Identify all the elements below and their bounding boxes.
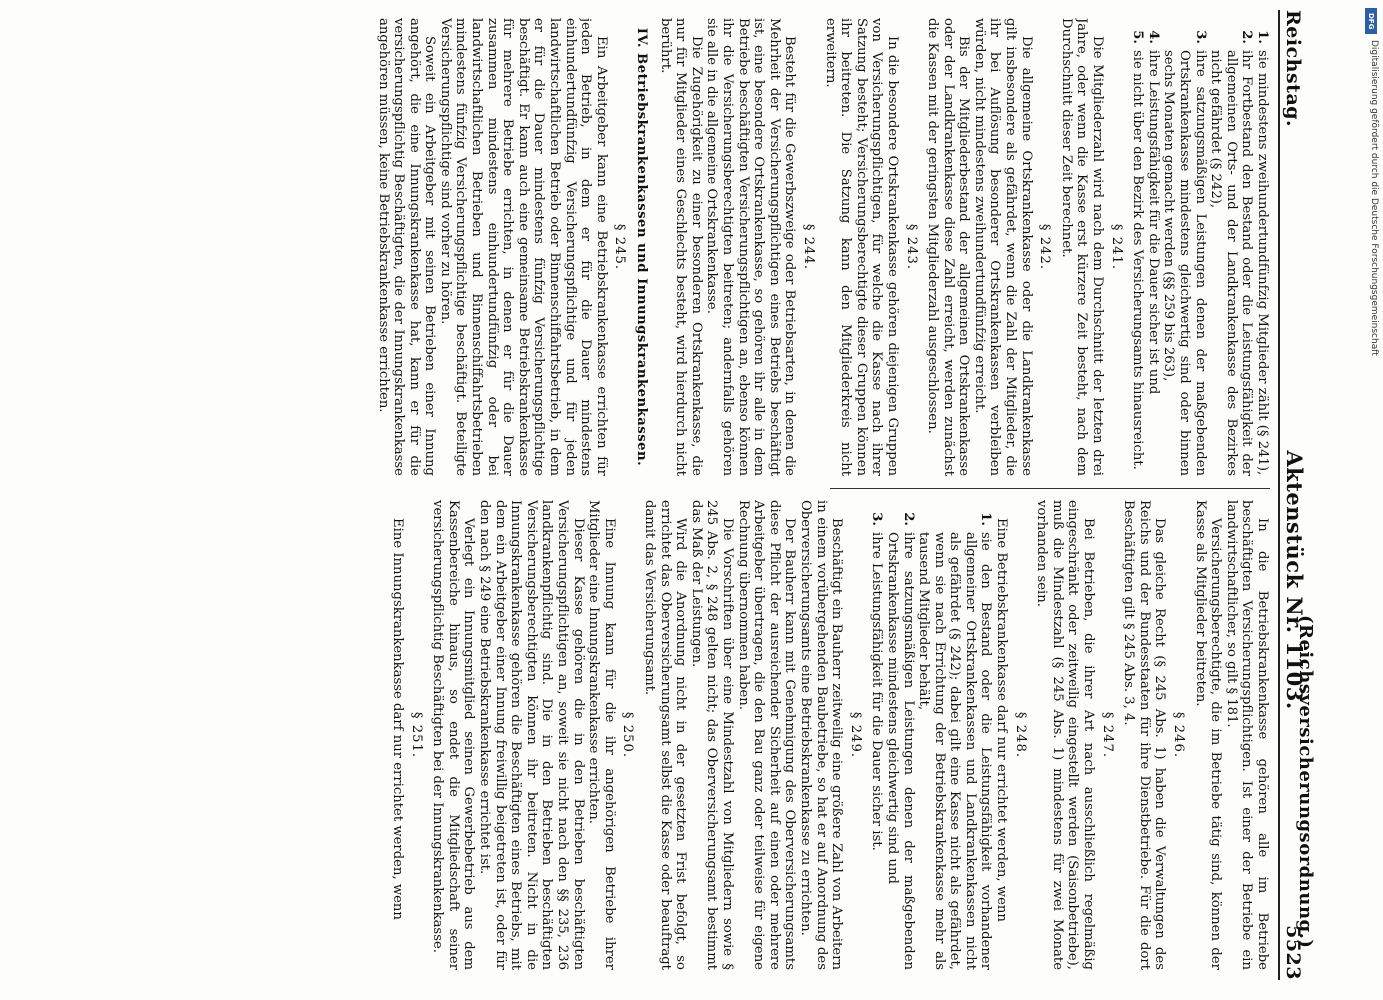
list-item: [869, 500, 885, 970]
item-number: 1.: [978, 512, 994, 526]
paragraph-249a: Beschäftigt ein Bauherr zeitweilig eine größere Zahl von Arbeitern in einem vorübergehenden Baubetriebe, so hat er auf Anordnung des Oberversicherungsamts eine Betriebskrankenkasse zu errichten.: [797, 500, 845, 970]
item-text: sie nicht über den Bezirk des Versicherungsamts hinausreicht.: [1130, 50, 1146, 470]
paragraph-244a: Besteht für die Gewerbszweige oder Betriebsarten, in denen die Mehrheit der Versicherungspflichtigen eines Betriebs beschäftigt ist, eine besondere Ortskrankenkasse, so gehören ihr alle in dem Betriebe beschäftigten Versicherungspflichtigen an, ebenso können ihr die Versicherungsberechtigten beitreten; andernfalls gehören sie alle in die allgemeine Ortskrankenkasse.: [704, 18, 798, 476]
paragraph-intro-a: In die Betriebskrankenkasse gehören alle im Betriebe beschäftigten Versicherungspflichtigen. Ist einer der Betriebe ein landwirtschaftlicher, so gilt § 181.: [1223, 500, 1270, 970]
item-text: ihre Leistungsfähigkeit für die Dauer sicher ist und: [1145, 50, 1161, 395]
paragraph-244b: Die Zugehörigkeit zu einer besonderen Ortskrankenkasse, die nur für Mitglieder eines Geschlechts besteht, wird hierdurch nicht berührt.: [657, 18, 704, 476]
paragraph-249d: Wird die Anordnung nicht in der gesetzten Frist befolgt, so errichtet das Oberversicherungsamt selbst die Kasse oder beauftragt damit das Versicherungsamt.: [642, 500, 689, 970]
section-heading-243: § 243.: [903, 223, 919, 271]
paragraph-247: Bei Betrieben, die ihrer Art nach ausschließlich regelmäßig eingeschränkt oder zeitweilig eingestellt werden (Saisonbetriebe), muß die Mindestzahl (§ 245 Abs. 1) mindestens für zwei Monate vorhanden sein.: [1034, 500, 1097, 970]
paragraph-246: Das gleiche Recht (§ 245 Abs. 1) haben die Verwaltungen des Reichs und der Bundesstaaten für ihre Dienstbetriebe. Für die dort Beschäftigten gilt § 245 Abs. 3, 4.: [1121, 500, 1168, 970]
list-item: [1161, 18, 1208, 476]
item-number: 2.: [1239, 30, 1255, 44]
page-header: [1282, 10, 1320, 980]
item-text: sie mindestens zweihundertundfünfzig Mitglieder zählt (§ 241),: [1255, 50, 1270, 476]
list-item: [884, 500, 915, 970]
paragraph-250c: Verlegt ein Innungsmitglied seinen Gewerbebetrieb aus dem Kassenbereiche hinaus, so endet die Mitgliedschaft seiner versicherungspflichtig Beschäftigten bei der Innungskrankenkasse.: [430, 500, 477, 970]
item-number: 1.: [1255, 30, 1270, 44]
section-heading-242: § 242.: [1037, 223, 1053, 271]
item-text: ihre Leistungsfähigkeit für die Dauer sicher ist.: [869, 532, 885, 851]
paragraph-251: Eine Innungskrankenkasse darf nur errichtet werden, wenn: [390, 518, 406, 920]
item-number: 3.: [869, 512, 885, 526]
paragraph-250b: Dieser Kasse gehören die in den Betrieben beschäftigten Versicherungspflichtigen an, soweit sie nicht nach den §§ 235, 236 landkrankenpflichtig sind. Die in den Betrieben beschäftigten Versicherungsberechtigten können ihr beitreten. Nicht in die Innungskrankenkasse gehören die Beschäftigten eines Betriebs, mit dem ein Arbeitgeber einer Innung freiwillig beigetreten ist, oder für den nach § 249 eine Betriebskrankenkasse errichtet ist.: [477, 500, 586, 970]
item-text: ihre satzungsmäßigen Leistungen denen der maßgebenden Ortskrankenkasse mindestens gleichwertig sind oder binnen sechs Monaten gemacht werden (§§ 259 bis 263),: [1161, 50, 1208, 476]
paragraph-241: Die Mitgliederzahl wird nach dem Durchschnitt der letzten drei Jahre, oder wenn die Kasse erst kürzere Zeit besteht, nach dem Durchschnitt dieser Zeit berechnet.: [1058, 18, 1106, 476]
list-item: [1208, 18, 1255, 476]
item-text: ihr Fortbestand den Bestand oder die Leistungsfähigkeit der allgemeinen Orts- und der Landkrankenkasse des Bezirkes nicht gefährdet (§ 242),: [1208, 50, 1255, 476]
column-rule: [830, 488, 1270, 489]
list-item: [1254, 18, 1270, 476]
paragraph-intro-b: Versicherungsberechtigte, die im Betriebe tätig sind, können der Kasse als Mitglieder beitreten.: [1192, 500, 1224, 970]
section-heading-248: § 248.: [1012, 711, 1028, 759]
section-heading-246: § 246.: [1171, 711, 1187, 759]
header-section: (Reichsversicherungsordnung.): [1295, 615, 1316, 949]
paragraph-242b: Bis der Mitgliederbestand der allgemeinen Ortskrankenkasse oder der Landkrankenkasse diese Zahl erreicht, werden zunächst die Kassen mit der geringsten Mitgliederzahl ausgeschlossen.: [925, 18, 972, 476]
section-heading-247: § 247.: [1099, 711, 1115, 759]
item-number: 3.: [1192, 30, 1208, 44]
item-number: 5.: [1130, 30, 1146, 44]
item-text: ihre satzungsmäßigen Leistungen denen der maßgebenden Ortskrankenkasse mindestens gleichwertig sind und: [884, 532, 916, 970]
digitization-note: Digitalisierung gefördert durch die Deutsche Forschungsgemeinschaft: [1369, 40, 1379, 356]
section-heading-244: § 244.: [800, 223, 816, 271]
header-rule: [1278, 10, 1280, 980]
list-item: [916, 500, 994, 970]
item-number: 4.: [1145, 30, 1161, 44]
item-number: 2.: [900, 512, 916, 526]
right-column: [25, 500, 1270, 970]
section-heading-251: § 251.: [408, 711, 424, 759]
item-text: sie den Bestand oder die Leistungsfähigkeit vorhandener allgemeiner Ortskrankenkassen und Landkrankenkassen nicht als gefährdet (§ 242); dabei gilt eine Kasse nicht als gefährdet, wenn sie nach Errichtung der Betriebskrankenkasse mehr als tausend Mitglieder behält,: [916, 532, 994, 970]
section-heading-245: § 245.: [612, 223, 628, 271]
chapter-heading-iv: IV. Betriebskrankenkassen und Innungskrankenkassen.: [634, 27, 650, 467]
section-heading-241: § 241.: [1108, 223, 1124, 271]
list-item: [1130, 18, 1146, 476]
section-heading-249: § 249.: [847, 711, 863, 759]
paragraph-245a: Ein Arbeitgeber kann eine Betriebskrankenkasse errichten für jeden Betrieb, in dem er für die Dauer mindestens einhundertundfünfzig Versicherungspflichtige und für jeden landwirtschaftlichen Betrieb oder Binnenschiffahrtsbetrieb, in dem er für die Dauer mindestens fünfzig Versicherungspflichtige beschäftigt. Er kann auch eine gemeinsame Betriebskrankenkasse für mehrere Betriebe errichten, in denen er für die Dauer zusammen mindestens einhundertundfünfzig oder bei landwirtschaftlichen Betrieben und Binnenschiffahrtsbetrieben mindestens fünfzig Versicherungspflichtige beschäftigt. Beteiligte Versicherungspflichtige sind vorher zu hören.: [437, 18, 609, 476]
page-number: 5523: [1282, 925, 1304, 980]
section-heading-250: § 250.: [620, 711, 636, 759]
paragraph-249c: Die Vorschriften über eine Mindestzahl von Mitgliedern sowie § 245 Abs. 2, § 248 gelten nicht; das Oberversicherungsamt bestimmt das Maß der Leistungen.: [688, 500, 735, 970]
dfg-logo: DFG: [1365, 8, 1377, 34]
left-column: [25, 18, 1270, 476]
paragraph-245b: Soweit ein Arbeitgeber mit seinen Betrieben einer Innung angehört, die eine Innungskrankenkasse hat, kann er für die versicherungspflichtig Beschäftigten, die der Innungskrankenkasse angehören müssen, keine Betriebskrankenkasse errichten.: [375, 18, 438, 476]
paragraph-243: In die besondere Ortskrankenkasse gehören diejenigen Gruppen von Versicherungspflichtigen, für welche die Kasse nach ihrer Satzung besteht; Versicherungsberechtigte dieser Gruppen können ihr beitreten. Die Satzung kann den Mitgliederkreis nicht erweitern.: [822, 18, 900, 476]
paragraph-250a: Eine Innung kann für die ihr angehörigen Betriebe ihrer Mitglieder eine Innungskrankenkasse errichten.: [586, 500, 617, 970]
header-left: Reichstag.: [1282, 10, 1304, 128]
list-item: [1145, 18, 1161, 476]
paragraph-248: Eine Betriebskrankenkasse darf nur errichtet werden, wenn: [994, 518, 1010, 922]
header-title: Aktenstück Nr. 1103.: [1282, 450, 1307, 710]
paragraph-242a: Die allgemeine Ortskrankenkasse oder die Landkrankenkasse gilt insbesondere als gefährdet, wenn die Zahl der Mitglieder, die ihr bei Auflösung besonderer Ortskrankenkassen verbleiben würden, nicht mindestens zweihundertundfünfzig erreicht.: [971, 18, 1034, 476]
paragraph-249b: Der Bauherr kann mit Genehmigung des Oberversicherungsamts diese Pflicht der ausreichender Sicherheit auf einen oder mehrere Arbeitgeber übertragen, die den Bau ganz oder teilweise für eigene Rechnung übernommen haben.: [735, 500, 798, 970]
